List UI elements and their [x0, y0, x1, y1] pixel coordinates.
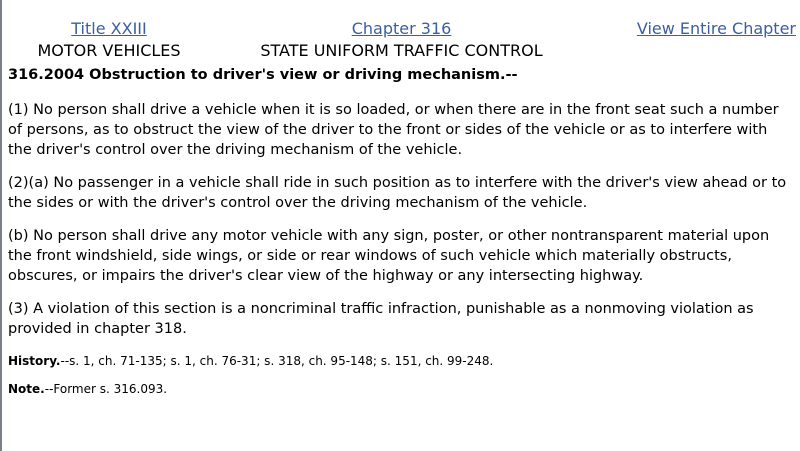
view-entire-chapter-link[interactable]: View Entire Chapter — [636, 19, 796, 38]
history-label: History. — [8, 354, 61, 368]
chapter-name: STATE UNIFORM TRAFFIC CONTROL — [260, 41, 543, 60]
view-chapter-column — [589, 18, 796, 40]
title-link[interactable]: Title XXIII — [71, 19, 147, 38]
former-note — [8, 380, 794, 398]
note-text: --Former s. 316.093. — [44, 382, 168, 396]
paragraph-2a: (2)(a) No passenger in a vehicle shall ride in such position as to interfere with the driver's view ahead or to the sides or with the driver's control over the driving mechanism of the vehicle. — [8, 175, 787, 211]
paragraph-1: (1) No person shall drive a vehicle when it is so loaded, or when there are in the front seat such a number of persons, as to obstruct the view of the driver to the front or sides of the vehicle or as to interfere with the driver's control over the driving mechanism of the vehicle. — [8, 102, 779, 158]
title-column — [4, 18, 214, 62]
history-note — [8, 352, 794, 370]
section-content — [8, 64, 794, 408]
history-text: --s. 1, ch. 71-135; s. 1, ch. 76-31; s. 318, ch. 95-148; s. 151, ch. 99-248. — [60, 354, 494, 368]
note-label: Note. — [8, 382, 45, 396]
chapter-link[interactable]: Chapter 316 — [351, 19, 452, 38]
paragraph-2b: (b) No person shall drive any motor vehicle with any sign, poster, or other nontransparent material upon the front windshield, side wings, or side or rear windows of such vehicle which materially obstructs, obscures, or impairs the driver's clear view of the highway or any intersecting highway. — [8, 228, 770, 284]
section-heading: 316.2004 Obstruction to driver's view or driving mechanism.-- — [8, 67, 518, 83]
title-name: MOTOR VEHICLES — [37, 41, 181, 60]
window-left-border — [0, 0, 2, 451]
chapter-column — [214, 18, 589, 62]
statute-header — [4, 18, 796, 64]
paragraph-3: (3) A violation of this section is a noncriminal traffic infraction, punishable as a nonmoving violation as provided in chapter 318. — [8, 301, 754, 337]
